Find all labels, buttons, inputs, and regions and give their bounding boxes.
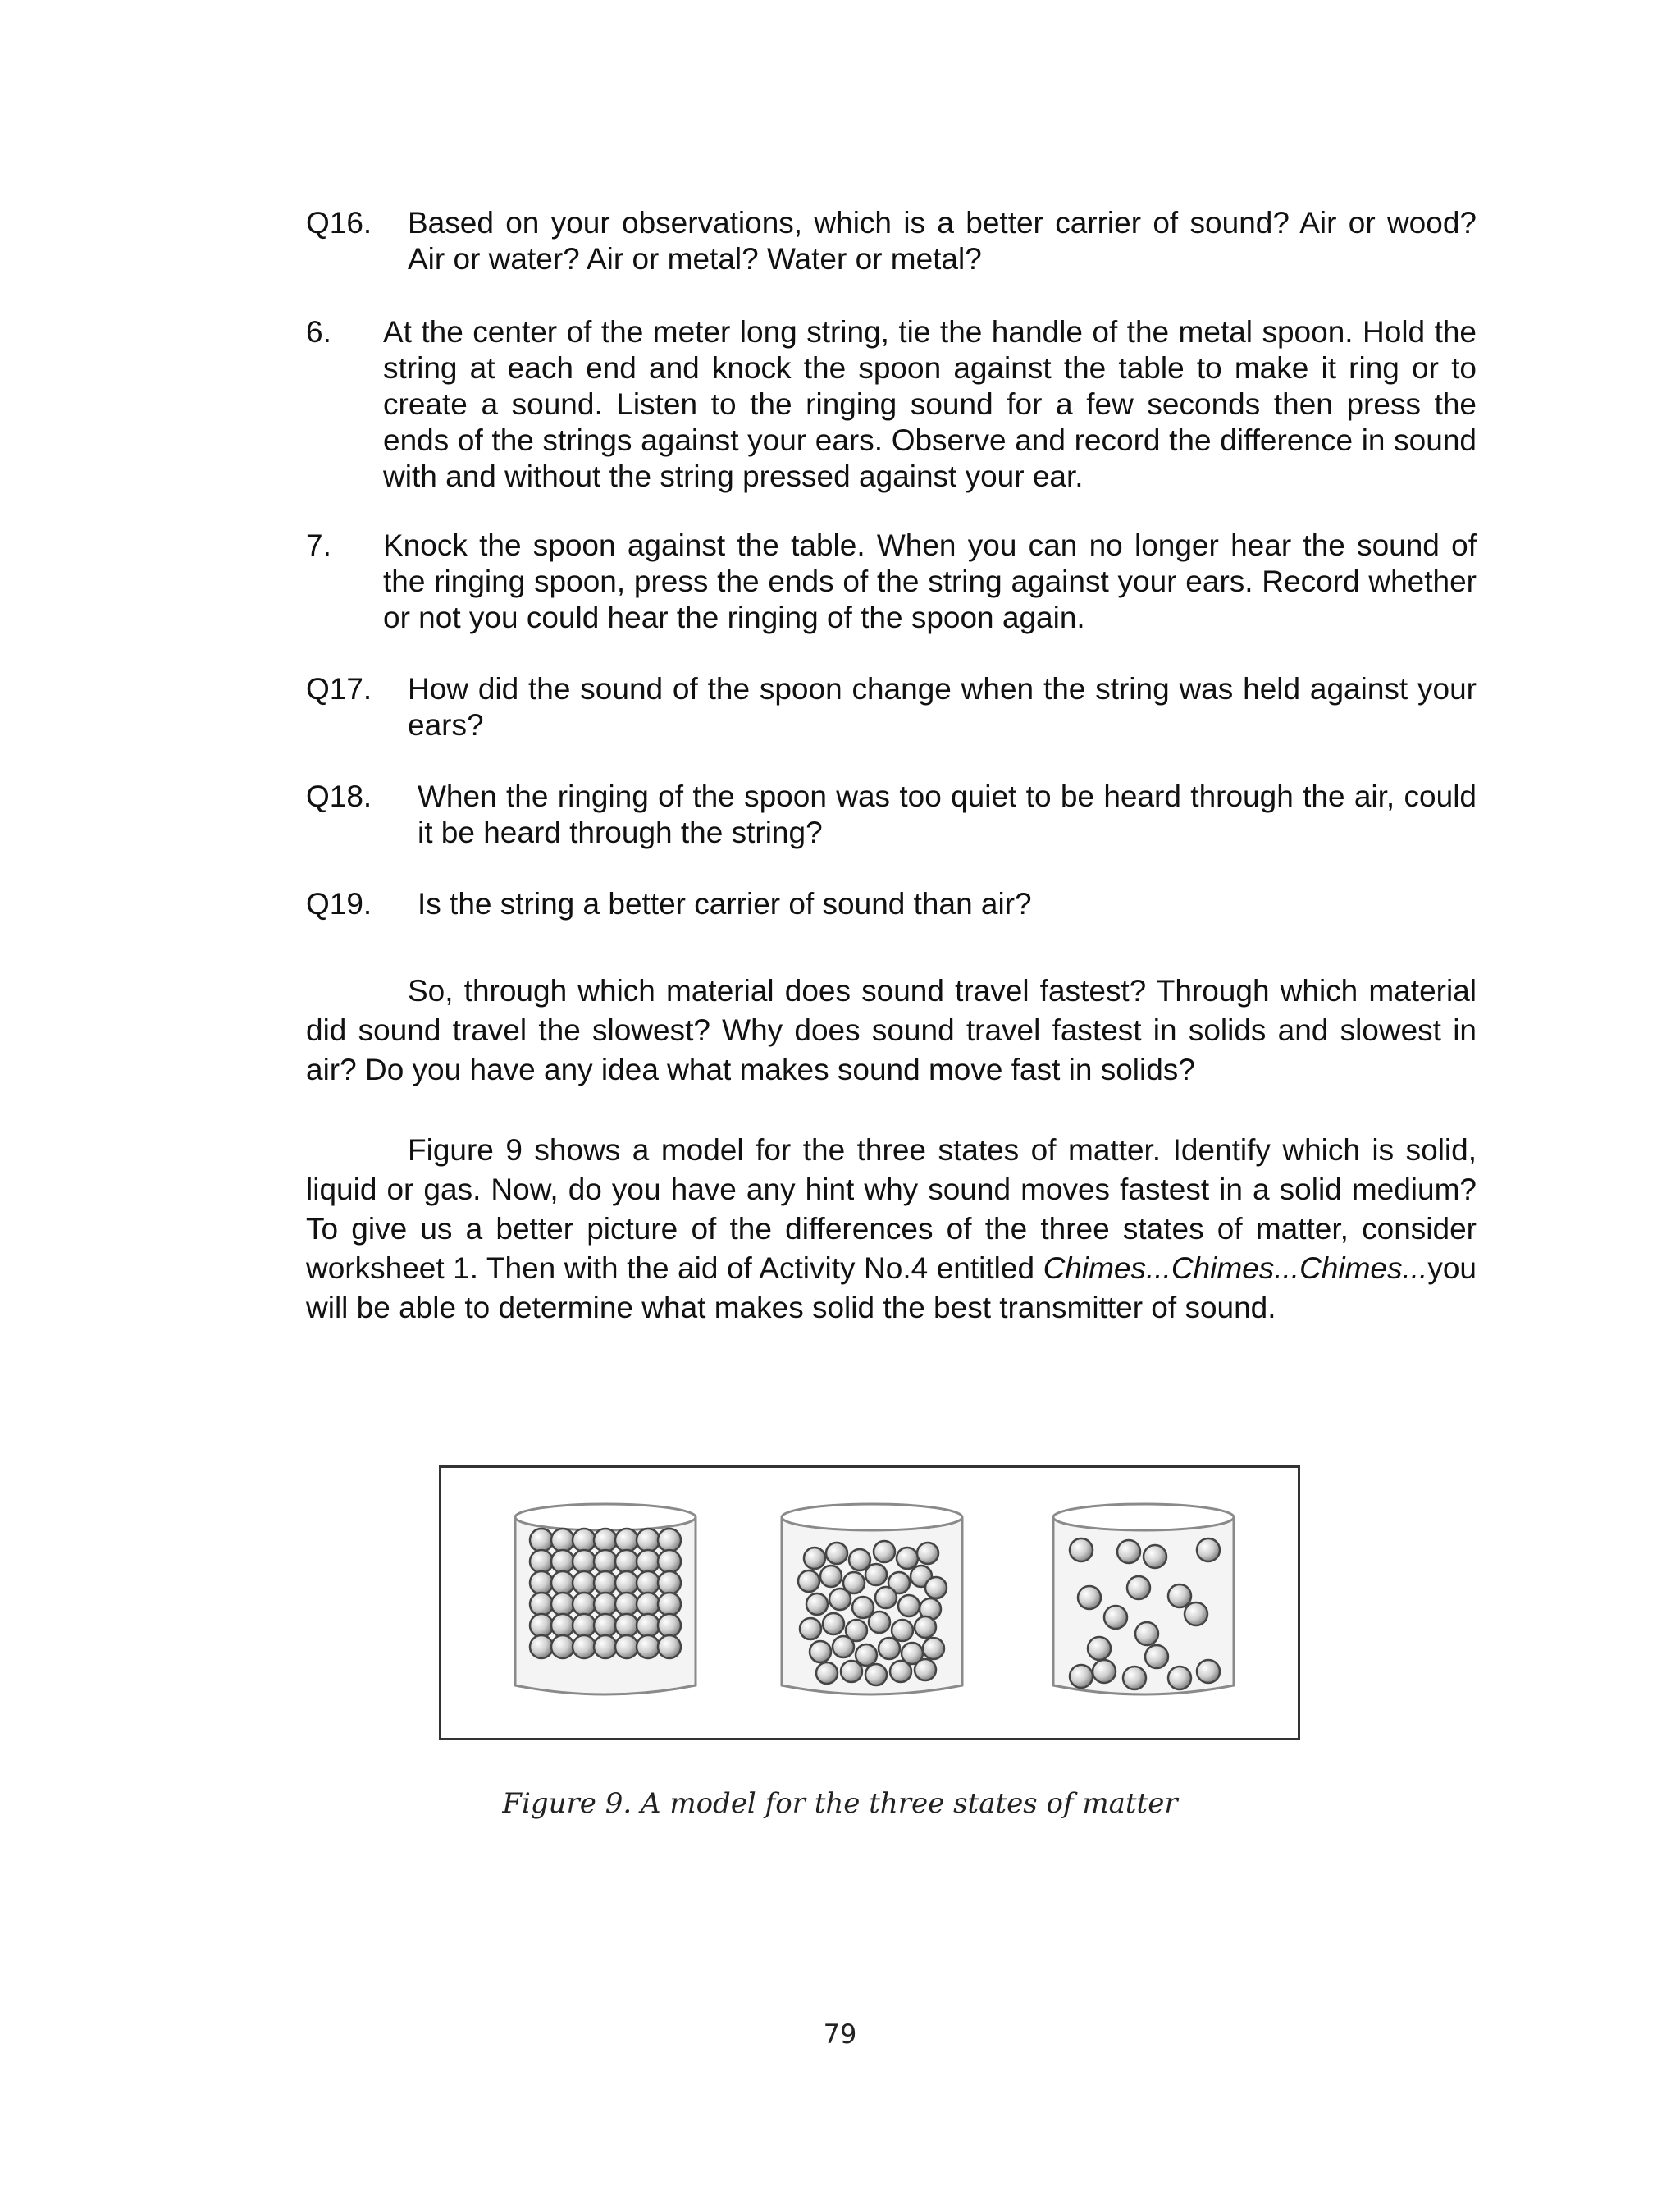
item-number: Q19. bbox=[306, 887, 372, 921]
solid-container bbox=[515, 1504, 696, 1694]
container-rim bbox=[1053, 1504, 1234, 1530]
particle bbox=[833, 1636, 854, 1657]
step-7 bbox=[306, 528, 1477, 636]
item-number: 6. bbox=[306, 315, 331, 349]
particle bbox=[800, 1618, 821, 1639]
particle bbox=[816, 1662, 838, 1684]
particle bbox=[1093, 1660, 1116, 1683]
paragraph-sound-speed: So, through which material does sound travel fastest? Through which material did sound travel the slowest? Why does sound travel fastest in solids and slowest in air? Do you have any idea what makes sound move fast in solids? bbox=[306, 974, 1477, 1086]
liquid-container bbox=[782, 1504, 962, 1694]
particle bbox=[530, 1635, 553, 1658]
particle bbox=[551, 1529, 574, 1552]
figure-states-of-matter bbox=[439, 1465, 1300, 1740]
particle bbox=[615, 1550, 638, 1573]
particle bbox=[637, 1635, 660, 1658]
particle bbox=[804, 1548, 825, 1569]
particle bbox=[1145, 1645, 1168, 1668]
particle bbox=[1070, 1665, 1093, 1688]
particle bbox=[573, 1571, 596, 1594]
particle bbox=[615, 1529, 638, 1552]
particle bbox=[892, 1620, 913, 1641]
particle bbox=[1168, 1584, 1191, 1607]
particle bbox=[1117, 1540, 1140, 1563]
particle bbox=[594, 1635, 617, 1658]
particle bbox=[1078, 1586, 1101, 1609]
particle bbox=[1197, 1538, 1220, 1561]
particle bbox=[658, 1529, 681, 1552]
item-text: How did the sound of the spoon change when the string was held against your ears? bbox=[408, 672, 1477, 742]
particle bbox=[810, 1641, 831, 1662]
particle bbox=[915, 1659, 936, 1680]
item-text: At the center of the meter long string, tie the handle of the metal spoon. Hold the string at each end and knock the spoon against the table to make it ring or to create a sound. Listen to the ringing sound for a few seconds then press the ends of the strings against your ears. Observe and record the difference in sound with and without the string pressed against your ear. bbox=[383, 315, 1477, 493]
figure-caption: Figure 9. A model for the three states of matter bbox=[502, 1787, 1178, 1820]
particle bbox=[615, 1635, 638, 1658]
particle bbox=[1104, 1606, 1127, 1629]
paragraph-text: you will be able to determine what makes solid the best transmitter of sound. bbox=[306, 1251, 1477, 1324]
particle bbox=[1123, 1667, 1146, 1689]
item-number: Q16. bbox=[306, 206, 372, 240]
particle bbox=[879, 1638, 900, 1659]
particle bbox=[820, 1566, 842, 1587]
particle bbox=[530, 1593, 553, 1616]
question-q18 bbox=[306, 779, 1477, 851]
particle bbox=[874, 1541, 895, 1562]
particle bbox=[594, 1529, 617, 1552]
particle bbox=[658, 1550, 681, 1573]
particle bbox=[1168, 1667, 1191, 1689]
particle bbox=[806, 1593, 828, 1615]
particle bbox=[637, 1571, 660, 1594]
particle bbox=[530, 1614, 553, 1637]
particle bbox=[551, 1635, 574, 1658]
particle bbox=[551, 1550, 574, 1573]
particle bbox=[915, 1616, 936, 1638]
particle bbox=[1135, 1622, 1158, 1645]
particle bbox=[615, 1614, 638, 1637]
particle bbox=[573, 1635, 596, 1658]
particle bbox=[823, 1613, 844, 1634]
container-rim bbox=[515, 1504, 696, 1530]
particle bbox=[826, 1543, 847, 1564]
item-text: Knock the spoon against the table. When you can no longer hear the sound of the ringing spoon, press the ends of the string against your ears. Record whether or not you could hear the ringing of the spoon again. bbox=[383, 528, 1477, 634]
particle bbox=[594, 1614, 617, 1637]
container-rim bbox=[782, 1504, 962, 1530]
particle bbox=[1088, 1637, 1111, 1660]
particle bbox=[658, 1571, 681, 1594]
particle bbox=[829, 1589, 851, 1610]
item-text: Based on your observations, which is a better carrier of sound? Air or wood? Air or water? Air or metal? Water or metal? bbox=[408, 206, 1477, 276]
particle bbox=[869, 1612, 890, 1633]
particle bbox=[841, 1661, 862, 1682]
step-6 bbox=[306, 314, 1477, 495]
particle bbox=[890, 1661, 911, 1682]
particle bbox=[1144, 1545, 1166, 1568]
particle bbox=[658, 1635, 681, 1658]
particle bbox=[865, 1564, 887, 1585]
states-of-matter-illustration bbox=[441, 1468, 1298, 1738]
particle bbox=[1197, 1660, 1220, 1683]
paragraph-states-of-matter bbox=[306, 1131, 1477, 1328]
particle bbox=[573, 1614, 596, 1637]
particle bbox=[1185, 1602, 1208, 1625]
particle bbox=[551, 1593, 574, 1616]
particle bbox=[658, 1593, 681, 1616]
particle bbox=[637, 1550, 660, 1573]
particle bbox=[1070, 1538, 1093, 1561]
particle bbox=[551, 1571, 574, 1594]
page-number: 79 bbox=[823, 2019, 857, 2050]
particle bbox=[594, 1571, 617, 1594]
paragraph-text: Figure 9 shows a model for the three states of matter. Identify which is solid, liquid or gas. Now, do you have any hint why sound moves fastest in a solid medium? To give us a better picture of the differences of the three states of matter, consider worksheet 1. Then with the aid of Activity No.4 entitled bbox=[306, 1133, 1477, 1285]
question-q16 bbox=[306, 205, 1477, 277]
item-text: Is the string a better carrier of sound than air? bbox=[418, 887, 1032, 921]
particle bbox=[637, 1529, 660, 1552]
particle bbox=[925, 1577, 947, 1598]
particle bbox=[573, 1550, 596, 1573]
particle bbox=[615, 1571, 638, 1594]
particle bbox=[594, 1593, 617, 1616]
particle bbox=[637, 1593, 660, 1616]
particle bbox=[1127, 1576, 1150, 1599]
particle bbox=[658, 1614, 681, 1637]
particle bbox=[898, 1595, 920, 1616]
question-q19 bbox=[306, 886, 1477, 922]
particle bbox=[897, 1548, 918, 1569]
particle bbox=[594, 1550, 617, 1573]
item-text: When the ringing of the spoon was too quiet to be heard through the air, could it be heard through the string? bbox=[418, 780, 1477, 849]
particle bbox=[573, 1593, 596, 1616]
particle bbox=[865, 1664, 887, 1685]
particle bbox=[530, 1571, 553, 1594]
particle bbox=[798, 1570, 819, 1592]
gas-container bbox=[1053, 1504, 1234, 1694]
particle bbox=[875, 1587, 897, 1608]
particle bbox=[530, 1529, 553, 1552]
particle bbox=[573, 1529, 596, 1552]
particle bbox=[917, 1543, 938, 1564]
question-q17 bbox=[306, 671, 1477, 743]
particle bbox=[530, 1550, 553, 1573]
particle bbox=[637, 1614, 660, 1637]
particle bbox=[923, 1638, 944, 1659]
particle bbox=[615, 1593, 638, 1616]
item-number: Q17. bbox=[306, 672, 372, 706]
particle bbox=[551, 1614, 574, 1637]
item-number: 7. bbox=[306, 528, 331, 562]
activity-title: Chimes...Chimes...Chimes... bbox=[1043, 1251, 1428, 1285]
item-number: Q18. bbox=[306, 780, 372, 813]
